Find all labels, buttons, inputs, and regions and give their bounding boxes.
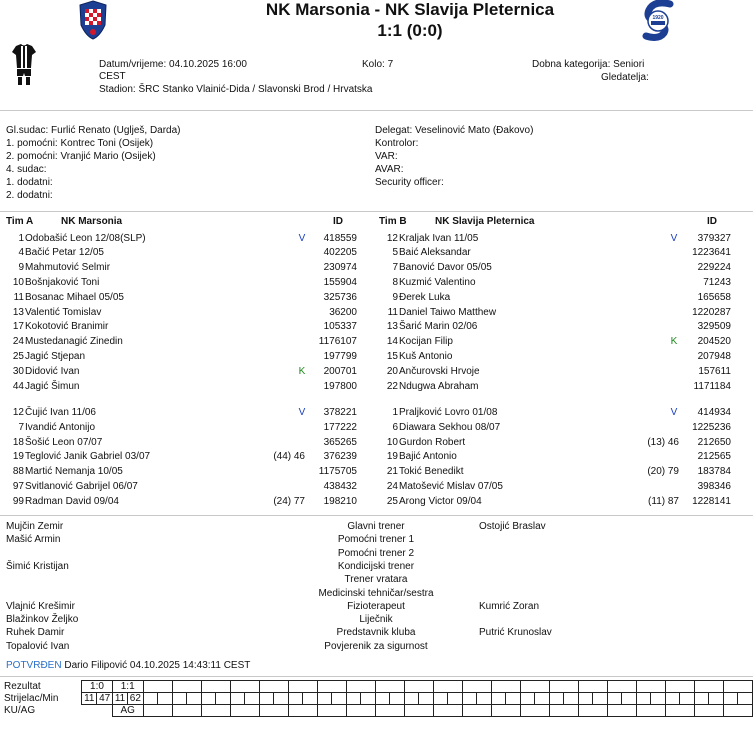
player-name: Praljković Lovro 01/08 xyxy=(399,407,498,418)
score-cell xyxy=(230,681,259,693)
player-id: 207948 xyxy=(697,350,731,362)
official-line: 2. dodatni: xyxy=(6,190,53,201)
official-line: 2. pomoćni: Vranjić Mario (Osijek) xyxy=(6,151,156,162)
player-name: Mustedanagić Zinedin xyxy=(25,336,123,348)
scorer-cell xyxy=(462,693,477,705)
round: Kolo: 7 xyxy=(362,59,394,70)
substitution: (11) 87 xyxy=(648,495,679,507)
player-number: 9 xyxy=(392,291,398,303)
official-line: Kontrolor: xyxy=(375,138,419,149)
scorer-cell xyxy=(738,693,753,705)
player-number: 6 xyxy=(392,421,398,433)
player-number: 9 xyxy=(18,262,24,274)
player-row xyxy=(0,335,753,349)
player-id: 329509 xyxy=(697,321,731,333)
player-row xyxy=(0,306,753,320)
jersey-icon xyxy=(12,44,36,89)
player-name: Đerek Luka xyxy=(399,291,451,303)
player-name: Bačić Petar 12/05 xyxy=(25,247,104,259)
player-row xyxy=(0,465,753,479)
scorer-cell xyxy=(636,693,651,705)
staff-role: Kondicijski trener xyxy=(337,560,415,572)
player-name: Ivandić Antonijo xyxy=(25,421,96,433)
player-number: 13 xyxy=(12,306,24,318)
staff-role: Povjerenik za sigurnost xyxy=(324,640,428,652)
player-id: 198210 xyxy=(323,495,357,507)
age-category: Dobna kategorija: Seniori xyxy=(532,59,645,70)
player-row xyxy=(0,406,753,420)
player-row xyxy=(0,480,753,494)
score-cell xyxy=(723,681,752,693)
player-id: 378221 xyxy=(323,407,357,418)
official-line: Delegat: Veselinović Mato (Đakovo) xyxy=(375,125,534,136)
results-table xyxy=(4,680,753,717)
score-cell xyxy=(259,681,288,693)
official-line: 1. dodatni: xyxy=(6,177,53,188)
team-a-label: Tim A xyxy=(6,216,34,227)
ku-cell xyxy=(288,705,317,717)
player-number: 22 xyxy=(386,380,398,392)
scorer-cell xyxy=(651,693,666,705)
player-number: 10 xyxy=(386,436,398,448)
scorer-cell: 47 xyxy=(97,693,112,705)
score-cell xyxy=(288,681,317,693)
results-label: Rezultat xyxy=(4,681,41,692)
scorer-cell xyxy=(694,693,709,705)
scorer-cell xyxy=(259,693,274,705)
scorer-cell xyxy=(361,693,376,705)
results-label: Strijelac/Min xyxy=(4,693,59,704)
scorer-cell xyxy=(346,693,361,705)
scorer-cell xyxy=(607,693,622,705)
player-number: 1 xyxy=(392,407,398,418)
player-name: Teglović Janik Gabriel 03/07 xyxy=(25,451,151,463)
scorer-cell xyxy=(216,693,231,705)
score-cell xyxy=(520,681,549,693)
player-id: 418559 xyxy=(323,232,357,244)
player-name: Svitlanović Gabrijel 06/07 xyxy=(25,481,138,492)
player-number: 12 xyxy=(386,232,398,244)
player-number: 97 xyxy=(12,481,24,492)
player-number: 11 xyxy=(387,306,398,318)
divider xyxy=(0,515,753,516)
player-number: 25 xyxy=(12,350,24,362)
player-row xyxy=(0,350,753,364)
scorer-cell xyxy=(491,693,506,705)
player-name: Martić Nemanja 10/05 xyxy=(25,466,123,478)
player-row xyxy=(0,450,753,464)
scorer-cell xyxy=(201,693,216,705)
player-row xyxy=(0,276,753,290)
results-row xyxy=(4,681,753,693)
scorer-cell xyxy=(448,693,463,705)
scorer-cell xyxy=(709,693,724,705)
player-id: 105337 xyxy=(323,321,357,333)
player-number: 25 xyxy=(386,495,398,507)
ku-cell xyxy=(375,705,404,717)
player-number: 88 xyxy=(12,466,24,478)
staff-away: Ostojić Braslav xyxy=(479,521,546,532)
player-name: Matošević Mislav 07/05 xyxy=(399,481,503,492)
player-name: Radman David 09/04 xyxy=(25,495,119,507)
player-id: 157611 xyxy=(698,365,731,377)
player-number: 18 xyxy=(12,436,24,448)
scorer-cell xyxy=(419,693,434,705)
divider xyxy=(0,676,753,677)
player-id: 230974 xyxy=(323,262,357,274)
player-flag: V xyxy=(670,232,678,244)
player-number: 13 xyxy=(386,321,398,333)
staff-role: Medicinski tehničar/sestra xyxy=(318,587,434,599)
player-id: 204520 xyxy=(697,336,731,348)
player-name: Kuš Antonio xyxy=(399,350,453,362)
ku-cell xyxy=(723,705,752,717)
ku-cell xyxy=(230,705,259,717)
home-team-crest xyxy=(78,0,108,43)
ku-cell xyxy=(491,705,520,717)
score-cell xyxy=(665,681,694,693)
score-cell xyxy=(694,681,723,693)
scorer-cell xyxy=(433,693,448,705)
staff-role: Liječnik xyxy=(359,614,393,626)
player-id: 379327 xyxy=(697,232,731,244)
player-name: Gurdon Robert xyxy=(399,436,466,448)
ku-cell xyxy=(636,705,665,717)
player-number: 20 xyxy=(386,365,398,377)
player-number: 19 xyxy=(386,451,398,463)
results-row xyxy=(4,705,753,717)
player-number: 17 xyxy=(12,321,24,333)
player-number: 19 xyxy=(12,451,24,463)
player-number: 7 xyxy=(18,421,24,433)
player-name: Bajić Antonio xyxy=(399,451,457,463)
ku-cell xyxy=(172,705,201,717)
player-name: Bošnjaković Toni xyxy=(25,276,100,288)
team-a-name: NK Marsonia xyxy=(61,216,123,227)
staff-role: Fizioterapeut xyxy=(347,600,405,612)
score-cell xyxy=(346,681,375,693)
player-id: 1171184 xyxy=(693,380,731,392)
scorer-cell xyxy=(680,693,695,705)
player-id: 376239 xyxy=(323,451,357,463)
player-name: Kuzmić Valentino xyxy=(399,276,476,288)
scorer-cell xyxy=(564,693,579,705)
scorer-cell xyxy=(245,693,260,705)
player-row xyxy=(0,436,753,450)
ku-cell xyxy=(665,705,694,717)
substitution: (24) 77 xyxy=(273,495,305,507)
scorer-cell xyxy=(274,693,289,705)
score-cell xyxy=(143,681,172,693)
ku-cell xyxy=(346,705,375,717)
scorer-cell xyxy=(158,693,173,705)
staff-away: Kumrić Zoran xyxy=(479,600,540,612)
official-line: 1. pomoćni: Kontrec Toni (Osijek) xyxy=(6,138,154,149)
scorer-cell xyxy=(375,693,390,705)
ku-cell xyxy=(520,705,549,717)
results-label: KU/AG xyxy=(4,705,36,716)
player-name: Jagić Stjepan xyxy=(25,350,86,362)
score-cell xyxy=(433,681,462,693)
player-name: Diawara Sekhou 08/07 xyxy=(399,421,501,433)
ku-cell: AG xyxy=(112,705,143,717)
ku-cell xyxy=(462,705,491,717)
player-row xyxy=(0,232,753,246)
substitution: (44) 46 xyxy=(273,451,305,463)
player-id: 36200 xyxy=(329,306,357,318)
ku-cell xyxy=(143,705,172,717)
staff-role: Pomoćni trener 1 xyxy=(337,534,415,546)
player-id: 1220287 xyxy=(692,306,731,318)
player-flag: K xyxy=(670,336,678,348)
away-crest-year: 1920 xyxy=(652,15,664,21)
scorer-cell xyxy=(477,693,492,705)
scorer-cell xyxy=(622,693,637,705)
player-id: 165658 xyxy=(697,291,731,303)
scorer-cell xyxy=(665,693,680,705)
substitution: (13) 46 xyxy=(647,436,679,448)
player-name: Kocijan Filip xyxy=(399,336,453,348)
staff-role: Pomoćni trener 2 xyxy=(337,547,415,559)
staff-role: Trener vratara xyxy=(344,574,408,586)
staff-home: Mašić Armin xyxy=(6,534,61,546)
official-line: Gl.sudac: Furlić Renato (Uglješ, Darda) xyxy=(6,125,181,136)
scorer-cell xyxy=(288,693,303,705)
score-cell xyxy=(172,681,201,693)
score-cell xyxy=(404,681,433,693)
score-cell xyxy=(317,681,346,693)
player-id: 200701 xyxy=(323,365,357,377)
player-row xyxy=(0,380,753,394)
player-name: Ndugwa Abraham xyxy=(399,380,479,392)
player-name: Mahmutović Selmir xyxy=(25,262,111,274)
player-id: 438432 xyxy=(323,481,357,492)
results-row xyxy=(4,693,753,705)
player-number: 5 xyxy=(392,247,398,259)
player-id: 71243 xyxy=(703,276,731,288)
scorer-cell xyxy=(535,693,550,705)
player-id: 398346 xyxy=(697,481,731,492)
scorer-cell xyxy=(723,693,738,705)
scorer-cell xyxy=(578,693,593,705)
player-number: 8 xyxy=(392,276,398,288)
scorer-cell: 11 xyxy=(112,693,127,705)
scorer-cell xyxy=(390,693,405,705)
player-row xyxy=(0,495,753,509)
ku-cell xyxy=(317,705,346,717)
player-id: 365265 xyxy=(323,436,357,448)
official-line: Security officer: xyxy=(375,177,444,188)
substitution: (20) 79 xyxy=(647,466,679,478)
player-row xyxy=(0,320,753,334)
player-id: 212565 xyxy=(697,451,731,463)
player-number: 30 xyxy=(12,365,24,377)
team-b-name: NK Slavija Pleternica xyxy=(435,216,535,227)
player-name: Odobašić Leon 12/08(SLP) xyxy=(25,232,146,244)
ku-cell xyxy=(578,705,607,717)
player-row xyxy=(0,365,753,379)
staff-role: Glavni trener xyxy=(347,521,405,532)
confirmation-text: Dario Filipović 04.10.2025 14:43:11 CEST xyxy=(64,660,251,671)
team-b-id-header: ID xyxy=(707,216,717,227)
ku-cell xyxy=(549,705,578,717)
player-name: Šarić Marin 02/06 xyxy=(399,321,478,333)
player-flag: V xyxy=(670,407,678,418)
player-id: 229224 xyxy=(697,262,731,274)
scorer-cell: 62 xyxy=(128,693,143,705)
player-id: 1223641 xyxy=(692,247,731,259)
staff-home: Blažinkov Željko xyxy=(6,614,79,626)
stadium: Stadion: ŠRC Stanko Vlainić-Dida / Slavonski Brod / Hrvatska xyxy=(99,84,373,95)
player-name: Kokotović Branimir xyxy=(25,321,109,333)
scorer-cell xyxy=(303,693,318,705)
staff-role: Predstavnik kluba xyxy=(336,627,416,639)
scorer-cell xyxy=(332,693,347,705)
away-team-crest xyxy=(640,0,680,45)
scorer-cell xyxy=(520,693,535,705)
player-number: 14 xyxy=(386,336,398,348)
player-id: 1225236 xyxy=(692,421,731,433)
scorer-cell xyxy=(404,693,419,705)
staff-home: Vlajnić Krešimir xyxy=(6,600,75,612)
match-score: 1:1 (0:0) xyxy=(377,21,443,40)
player-id: 183784 xyxy=(697,466,731,478)
player-id: 197799 xyxy=(323,350,357,362)
staff-home: Šimić Kristijan xyxy=(6,560,69,572)
spectators: Gledatelja: xyxy=(601,72,649,83)
official-line: AVAR: xyxy=(375,164,404,175)
team-b-label: Tim B xyxy=(379,216,407,227)
confirmation xyxy=(6,660,250,671)
player-id: 212650 xyxy=(697,436,731,448)
player-flag: V xyxy=(298,232,306,244)
ku-cell xyxy=(259,705,288,717)
player-id: 325736 xyxy=(323,291,357,303)
player-id: 402205 xyxy=(323,247,357,259)
datetime: Datum/vrijeme: 04.10.2025 16:00 xyxy=(99,59,247,70)
score-cell: 1:0 xyxy=(82,681,113,693)
team-a-id-header: ID xyxy=(333,216,343,227)
player-number: 10 xyxy=(12,276,24,288)
ku-cell xyxy=(433,705,462,717)
player-number: 11 xyxy=(13,291,24,303)
player-number: 4 xyxy=(18,247,24,259)
player-name: Bosanac Mihael 05/05 xyxy=(25,291,124,303)
player-number: 15 xyxy=(386,350,398,362)
player-name: Banović Davor 05/05 xyxy=(399,262,492,274)
staff-home: Mujčin Zemir xyxy=(6,521,64,532)
player-number: 44 xyxy=(12,380,24,392)
scorer-cell xyxy=(549,693,564,705)
score-cell xyxy=(636,681,665,693)
official-line: 4. sudac: xyxy=(6,164,47,175)
ku-cell xyxy=(404,705,433,717)
player-number: 21 xyxy=(386,466,398,478)
player-id: 1175705 xyxy=(318,466,357,478)
staff-home: Topalović Ivan xyxy=(6,640,70,652)
ku-cell xyxy=(201,705,230,717)
staff-home: Ruhek Damir xyxy=(6,627,65,639)
player-name: Tokić Benedikt xyxy=(399,466,464,478)
player-id: 414934 xyxy=(697,407,731,418)
player-name: Šošić Leon 07/07 xyxy=(25,436,103,448)
scorer-cell xyxy=(187,693,202,705)
player-name: Arong Victor 09/04 xyxy=(399,495,482,507)
player-name: Jagić Šimun xyxy=(25,380,80,392)
player-id: 155904 xyxy=(323,276,357,288)
scorer-cell xyxy=(143,693,158,705)
player-name: Baić Aleksandar xyxy=(399,247,471,259)
player-row xyxy=(0,291,753,305)
ku-cell xyxy=(82,705,113,717)
player-row xyxy=(0,261,753,275)
official-line: VAR: xyxy=(375,151,398,162)
player-number: 12 xyxy=(12,407,24,418)
confirmation-status: POTVRĐEN xyxy=(6,660,62,671)
player-id: 177222 xyxy=(323,421,357,433)
match-title: NK Marsonia - NK Slavija Pleternica xyxy=(265,0,555,19)
player-name: Ančurovski Hrvoje xyxy=(399,365,480,377)
scorer-cell xyxy=(506,693,521,705)
player-number: 24 xyxy=(386,481,398,492)
player-number: 99 xyxy=(12,495,24,507)
player-flag: V xyxy=(298,407,306,418)
score-cell xyxy=(607,681,636,693)
player-name: Daniel Taiwo Matthew xyxy=(399,306,497,318)
score-cell xyxy=(462,681,491,693)
ku-cell xyxy=(607,705,636,717)
player-row xyxy=(0,421,753,435)
staff-away: Putrić Krunoslav xyxy=(479,627,552,639)
scorer-cell xyxy=(172,693,187,705)
divider xyxy=(0,211,753,212)
scorer-cell xyxy=(593,693,608,705)
scorer-cell: 11 xyxy=(82,693,97,705)
player-number: 1 xyxy=(18,232,24,244)
score-cell: 1:1 xyxy=(112,681,143,693)
player-id: 1228141 xyxy=(692,495,731,507)
player-id: 1176107 xyxy=(318,336,357,348)
scorer-cell xyxy=(317,693,332,705)
player-name: Valentić Tomislav xyxy=(25,306,102,318)
player-number: 24 xyxy=(12,336,24,348)
score-cell xyxy=(201,681,230,693)
ku-cell xyxy=(694,705,723,717)
score-cell xyxy=(491,681,520,693)
divider xyxy=(0,110,753,111)
player-number: 7 xyxy=(392,262,398,274)
player-name: Didović Ivan xyxy=(25,365,80,377)
score-cell xyxy=(549,681,578,693)
player-name: Kraljak Ivan 11/05 xyxy=(399,232,479,244)
scorer-cell xyxy=(230,693,245,705)
player-flag: K xyxy=(298,365,306,377)
score-cell xyxy=(578,681,607,693)
player-row xyxy=(0,246,753,260)
timezone: CEST xyxy=(99,71,126,82)
player-id: 197800 xyxy=(323,380,357,392)
score-cell xyxy=(375,681,404,693)
player-name: Čujić Ivan 11/06 xyxy=(25,407,96,418)
